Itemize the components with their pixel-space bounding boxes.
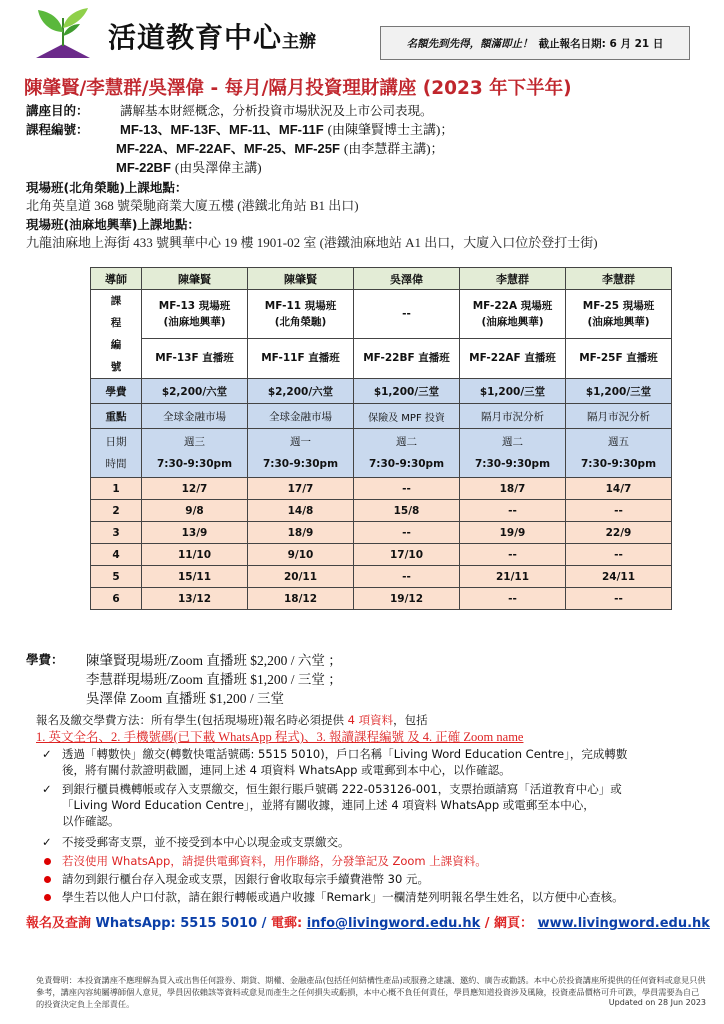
live-class-row (91, 339, 671, 378)
focus-cell: 隔月市況分析 (566, 404, 671, 428)
live-class-cell: MF-13F 直播班 (142, 339, 247, 378)
venue1-address: 北角英皇道 368 號榮馳商業大廈五樓 (港鐵北角站 B1 出口) (26, 198, 359, 213)
session-date: 15/8 (354, 500, 459, 521)
disclaimer: 免責聲明：本投資講座不應理解為買入或出售任何證券、期貨、期權、金融產品(包括任何結構性產品)或服務之建議、邀約、廣告或勸誘。本中心於投資講座所提供的任何資料或意見只供參考，講座內容純屬導師個人意見，學員因依賴該等資料或意見而產生之任何損失或虧損，本中心概不負任何責任，學員應知道投資涉及風險，投資產品價格可升可跌，學員需要為自己的投資決定負上全部責任。 (36, 975, 706, 1009)
session-date: -- (566, 500, 671, 521)
session-number: 1 (91, 478, 141, 499)
session-date: 17/7 (248, 478, 353, 499)
session-row (91, 544, 671, 565)
session-date: -- (460, 500, 565, 521)
session-date: 18/7 (460, 478, 565, 499)
registration-notice (380, 26, 690, 60)
course-codes-lee: MF-22A、MF-22AF、MF-25、MF-25F (116, 141, 340, 156)
venue2-label: 現場班(油麻地興華)上課地點： (26, 217, 200, 232)
course-note-ng: (由吳澤偉主講) (174, 160, 262, 175)
fee-cell: $1,200/三堂 (566, 379, 671, 403)
datetime-label: 日期 時間 (91, 429, 141, 477)
onsite-class-row (91, 290, 671, 338)
payment-item-bank: ✓ 到銀行櫃員機轉帳或存入支票繳交，恒生銀行賬戶號碼 222-053126-001，支票抬頭請寫「活道教育中心」或 「Living Word Education Centre」，並將有關收據，連同上述 4 項資料 WhatsApp 或電郵至本中心， 以作確認。 (42, 782, 622, 828)
session-date: -- (354, 522, 459, 543)
focus-cell: 保險及 MPF 投資 (354, 404, 459, 428)
contact-line (26, 912, 710, 931)
focus-label: 重點 (91, 404, 141, 428)
fee-cell: $2,200/六堂 (248, 379, 353, 403)
payment-item-email: 若沒使用 WhatsApp，請提供電郵資料，用作聯絡，分發筆記及 Zoom 上課資料。 (62, 853, 487, 869)
bullet-dot-icon (44, 876, 51, 883)
session-date: 21/11 (460, 566, 565, 587)
session-date: 14/7 (566, 478, 671, 499)
fee-cell: $1,200/三堂 (354, 379, 459, 403)
session-date: 11/10 (142, 544, 247, 565)
session-date: 18/12 (248, 588, 353, 609)
session-date: 19/12 (354, 588, 459, 609)
session-number: 4 (91, 544, 141, 565)
datetime-row (91, 429, 671, 477)
fee-cell: $2,200/六堂 (142, 379, 247, 403)
fees-line-lee: 李慧群現場班/Zoom 直播班 $1,200 / 三堂 ； (86, 672, 342, 687)
web-label: / 網頁： (484, 916, 534, 931)
onsite-class-cell: -- (354, 290, 459, 338)
course-code-label: 課 程 編 號 (91, 290, 141, 378)
session-row (91, 500, 671, 521)
bullet-dot-icon (44, 858, 51, 865)
onsite-class-cell: MF-11 現場班 (北角榮馳) (248, 290, 353, 338)
course-codes-chan: MF-13、MF-13F、MF-11、MF-11F (119, 122, 324, 137)
purpose-text: 講解基本財經概念，分析投資市場狀況及上市公司表現。 (119, 103, 433, 118)
purpose-label: 講座目的： (26, 103, 89, 118)
session-date: 20/11 (248, 566, 353, 587)
speaker-cell: 陳肇賢 (142, 268, 247, 289)
live-class-cell: MF-25F 直播班 (566, 339, 671, 378)
session-date: 22/9 (566, 522, 671, 543)
session-number: 6 (91, 588, 141, 609)
course-note-lee: (由李慧群主講)； (343, 141, 444, 156)
check-icon: ✓ (42, 835, 52, 849)
session-date: -- (354, 478, 459, 499)
session-date: 17/10 (354, 544, 459, 565)
courses-row-1 (26, 121, 453, 138)
fees-line-chan: 陳肇賢現場班/Zoom 直播班 $2,200 / 六堂 ； (86, 653, 342, 668)
datetime-cell: 週二 7:30-9:30pm (354, 429, 459, 477)
email-label: 電郵: (270, 916, 303, 931)
datetime-cell: 週五 7:30-9:30pm (566, 429, 671, 477)
session-date: 15/11 (142, 566, 247, 587)
session-row (91, 522, 671, 543)
onsite-class-cell: MF-22A 現場班 (油麻地興華) (460, 290, 565, 338)
contact-label: 報名及查詢 (26, 916, 92, 931)
payment-item-remark: 學生若以他人户口付款，請在銀行轉帳或過户收據「Remark」一欄清楚列明報名學生姓名，以方便中心查核。 (62, 889, 624, 905)
fee-cell: $1,200/三堂 (460, 379, 565, 403)
session-row (91, 478, 671, 499)
venue2-address: 九龍油麻地上海街 433 號興華中心 19 樓 1901-02 室 (港鐵油麻地站 A1 出口，大廈入口位於登打士街) (26, 235, 598, 250)
focus-cell: 全球金融市場 (142, 404, 247, 428)
session-date: 12/7 (142, 478, 247, 499)
session-date: 9/8 (142, 500, 247, 521)
course-codes-ng: MF-22BF (116, 160, 171, 175)
live-class-cell: MF-22BF 直播班 (354, 339, 459, 378)
session-date: -- (566, 544, 671, 565)
payment-item-no-mail: ✓ 不接受郵寄支票，並不接受到本中心以現金或支票繳交。 (42, 835, 350, 849)
payment-intro: 報名及繳交學費方法：所有學生(包括現場班)報名時必須提供 4 項資料，包括 (36, 713, 428, 727)
required-info-line: 1. 英文全名、2. 手機號碼(已下載 WhatsApp 程式)、3. 報讀課程編號 及 4. 正確 Zoom name (36, 730, 524, 744)
deadline-text: 截止報名日期: 6 月 21 日 (538, 37, 664, 50)
fees-line-ng: 吳澤偉 Zoom 直播班 $1,200 / 三堂 (86, 691, 284, 706)
page-title: 陳肇賢/李慧群/吳澤偉 - 每月/隔月投資理財講座 (2023 年下半年) (24, 78, 572, 99)
session-date: 18/9 (248, 522, 353, 543)
session-number: 2 (91, 500, 141, 521)
speaker-cell: 李慧群 (566, 268, 671, 289)
schedule-table (90, 267, 672, 610)
session-date: 13/9 (142, 522, 247, 543)
session-row (91, 588, 671, 609)
fees-summary-label: 學費： (26, 652, 64, 667)
speaker-cell: 李慧群 (460, 268, 565, 289)
check-icon: ✓ (42, 782, 52, 796)
bullet-dot-icon (44, 894, 51, 901)
session-date: 19/9 (460, 522, 565, 543)
organization-name: 活道教育中心主辦 (108, 21, 317, 54)
onsite-class-cell: MF-25 現場班 (油麻地興華) (566, 290, 671, 338)
first-come-notice: 名額先到先得，額滿即止！ (406, 37, 533, 50)
speaker-cell: 吳澤偉 (354, 268, 459, 289)
session-number: 5 (91, 566, 141, 587)
session-date: -- (460, 544, 565, 565)
live-class-cell: MF-11F 直播班 (248, 339, 353, 378)
session-date: -- (460, 588, 565, 609)
session-number: 3 (91, 522, 141, 543)
fee-label: 學費 (91, 379, 141, 403)
speaker-header-row (91, 268, 671, 289)
website-link[interactable]: www.livingword.edu.hk (537, 916, 710, 931)
session-date: 13/12 (142, 588, 247, 609)
payment-item-fps: ✓ 透過「轉數快」繳交(轉數快電話號碼: 5515 5010)，戶口名稱「Living Word Education Centre」，完成轉數 後，將有關付款證明截圖，連同上述 4 項資料 WhatsApp 或電郵到本中心，以作確認。 (42, 747, 628, 777)
courses-row-3 (116, 159, 262, 176)
datetime-cell: 週二 7:30-9:30pm (460, 429, 565, 477)
courses-label: 課程編號： (26, 122, 89, 137)
courses-row-2 (116, 140, 444, 157)
datetime-cell: 週三 7:30-9:30pm (142, 429, 247, 477)
focus-cell: 全球金融市場 (248, 404, 353, 428)
live-class-cell: MF-22AF 直播班 (460, 339, 565, 378)
session-date: 24/11 (566, 566, 671, 587)
venue1-label: 現場班(北角榮馳)上課地點： (26, 180, 188, 195)
focus-cell: 隔月市況分析 (460, 404, 565, 428)
session-date: 9/10 (248, 544, 353, 565)
session-date: 14/8 (248, 500, 353, 521)
session-row (91, 566, 671, 587)
onsite-class-cell: MF-13 現場班 (油麻地興華) (142, 290, 247, 338)
session-rows (91, 478, 671, 609)
check-icon: ✓ (42, 747, 52, 761)
course-note-chan: (由陳肇賢博士主講)； (327, 122, 454, 137)
whatsapp-number: WhatsApp: 5515 5010 / (95, 916, 267, 931)
datetime-cell: 週一 7:30-9:30pm (248, 429, 353, 477)
speaker-cell: 陳肇賢 (248, 268, 353, 289)
living-word-logo (32, 6, 94, 62)
purpose-row (26, 102, 433, 119)
updated-date: Updated on 28 Jun 2023 (608, 998, 706, 1007)
col-header-speaker: 導師 (91, 268, 141, 289)
session-date: -- (354, 566, 459, 587)
session-date: -- (566, 588, 671, 609)
focus-row (91, 404, 671, 428)
payment-item-no-counter: 請勿到銀行櫃台存入現金或支票，因銀行會收取每宗手續費港幣 30 元。 (62, 871, 429, 887)
fee-row (91, 379, 671, 403)
email-link[interactable]: info@livingword.edu.hk (306, 916, 481, 931)
